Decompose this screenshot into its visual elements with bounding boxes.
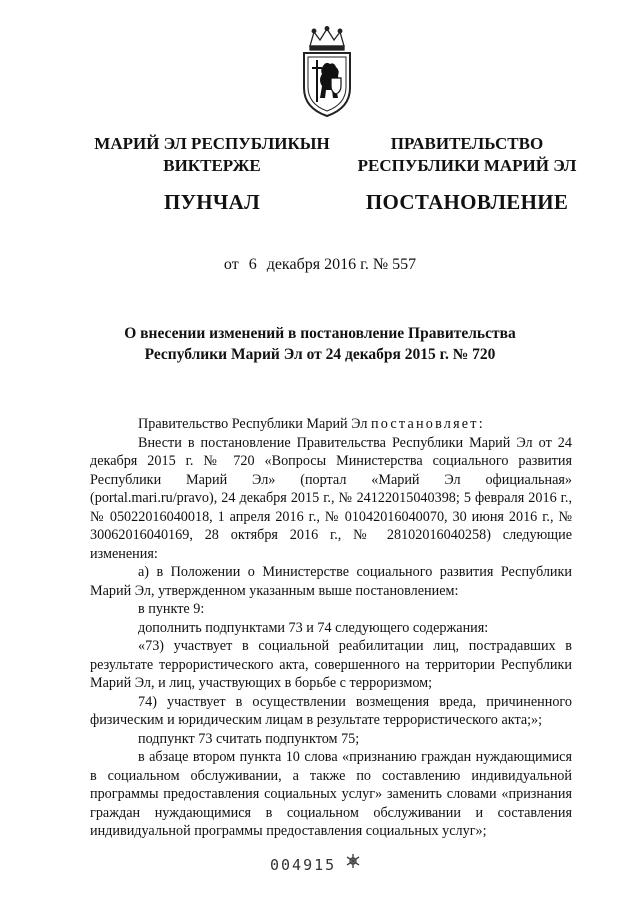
header-right-line2: РЕСПУБЛИКИ МАРИЙ ЭЛ bbox=[357, 156, 577, 175]
paragraph-point9: в пункте 9: bbox=[138, 601, 205, 617]
paragraph-preamble bbox=[90, 415, 572, 434]
paragraph-74: 74) участвует в осуществлении возмещения вреда, причиненного физическим и юридическим лицам в результате террористического акта;»; bbox=[90, 693, 572, 728]
date-day: 6 bbox=[248, 256, 257, 273]
document-number: 557 bbox=[392, 256, 417, 273]
document-title bbox=[100, 323, 540, 365]
paragraph-amend: Внести в постановление Правительства Республики Марий Эл от 24 декабря 2015 г. № 720 «Вопросы Министерства социального развития Республики Марий Эл» (портал «Марий Эл официальная» (portal.mari.ru/pravo), 24 декабря 2015 г., № 24122015040398; 5 февраля 2016 г., № 05022016040018, 1 апреля 2016 г., № 01042016040070, 30 июня 2016 г., № 30062016040169, 28 октября 2016 г., № 28102016040258) следующие изменения: bbox=[90, 434, 572, 562]
document-body bbox=[90, 415, 572, 841]
header-right-line1: ПРАВИТЕЛЬСТВО bbox=[390, 134, 544, 153]
paragraph-73: «73) участвует в социальной реабилитации лиц, пострадавших в результате террористического акта, совершенного на территории Республики Марий Эл, и лиц, участвующих в борьбе с терроризмом; bbox=[90, 638, 572, 691]
header-left-title: ПУНЧАЛ bbox=[163, 190, 261, 214]
asterisk-mark-icon bbox=[344, 852, 362, 870]
date-prefix: от bbox=[223, 256, 239, 273]
document-date-line bbox=[0, 256, 640, 274]
preamble-text: Правительство Республики Марий Эл bbox=[138, 416, 371, 432]
date-month-year: декабря 2016 г. № bbox=[266, 256, 389, 273]
preamble-resolves: постановляет: bbox=[370, 416, 485, 432]
header-right-title: ПОСТАНОВЛЕНИЕ bbox=[365, 190, 569, 214]
title-line1: О внесении изменений в постановление Правительства bbox=[124, 325, 516, 342]
header-left bbox=[92, 133, 332, 213]
header-right bbox=[352, 133, 582, 213]
header-left-line2: ВИКТЕРЖЕ bbox=[163, 156, 261, 175]
paragraph-a: а) в Положении о Министерстве социального развития Республики Марий Эл, утвержденном указанным выше постановлением: bbox=[90, 564, 572, 599]
serial-number: 004915 bbox=[270, 856, 337, 874]
paragraph-point10: в абзаце втором пункта 10 слова «признанию граждан нуждающимися в социальном обслуживании, а также по составлению индивидуальной программы предоставления социальных услуг» заменить словами «признания граждан нуждающимися в социальном обслуживании и составления индивидуальной программы предоставления социальных услуг»; bbox=[90, 749, 572, 839]
coat-of-arms-icon bbox=[296, 26, 358, 118]
title-line2: Республики Марий Эл от 24 декабря 2015 г. № 720 bbox=[144, 346, 496, 363]
paragraph-renumber: подпункт 73 считать подпунктом 75; bbox=[138, 730, 360, 747]
header-left-line1: МАРИЙ ЭЛ РЕСПУБЛИКЫН bbox=[94, 134, 330, 153]
paragraph-supplement: дополнить подпунктами 73 и 74 следующего содержания: bbox=[138, 619, 489, 636]
